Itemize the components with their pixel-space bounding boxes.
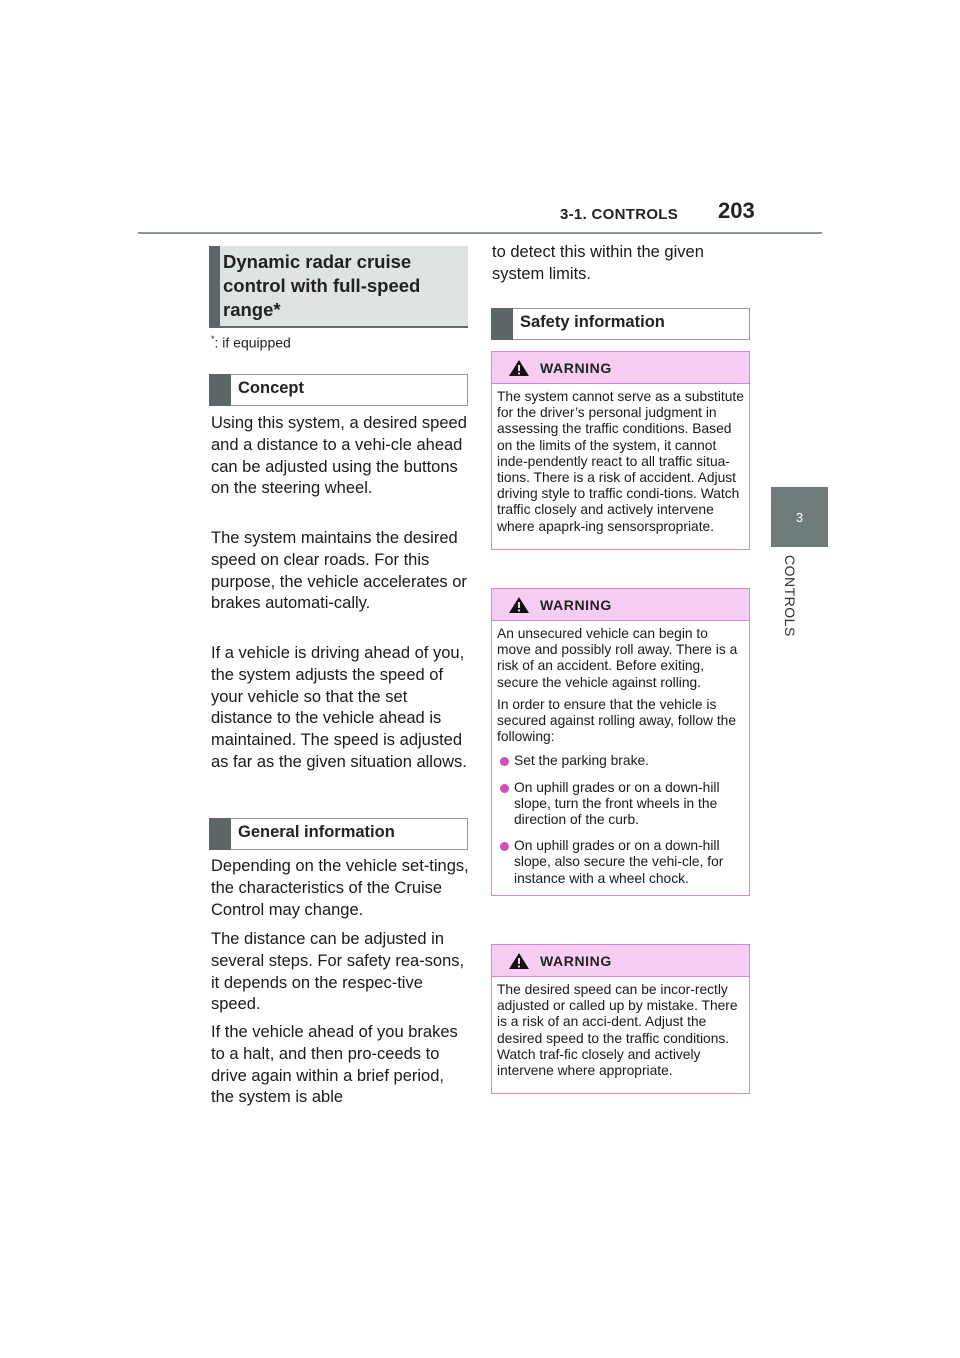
paragraph: The distance can be adjusted in several steps. For safety rea-sons, it depends on the respec-tive speed. xyxy=(211,930,465,1014)
warning-label: WARNING xyxy=(540,597,612,613)
warning-text: The system cannot serve as a substitute for the driver’s personal judgment in assessing the traffic conditions. Based on the limits of the system, it cannot inde-pendently react to all traffic situa-tions. There is a risk of accident. Adjust driving style to traffic condi-tions. Watch traffic closely and actively intervene where apaprk-ing sensorspropriate. xyxy=(497,389,744,534)
paragraph: If the vehicle ahead of you brakes to a halt, and then pro-ceeds to drive again within a brief period, the system is able xyxy=(211,1023,458,1107)
section-heading-text: General information xyxy=(238,823,395,841)
page-title: Dynamic radar cruise control with full-speed range* xyxy=(223,251,421,320)
list-item xyxy=(497,780,745,829)
warning-text: In order to ensure that the vehicle is secured against rolling away, follow the following: xyxy=(497,696,737,745)
chapter-tab xyxy=(771,487,828,547)
list-item xyxy=(497,753,745,769)
section-title: 3-1. CONTROLS xyxy=(560,206,679,223)
paragraph-continued: to detect this within the given system limits. xyxy=(492,243,704,283)
title-accent-bar xyxy=(209,246,220,326)
bullet-dot-icon xyxy=(500,757,509,766)
section-accent-bar xyxy=(209,818,231,850)
paragraph: If a vehicle is driving ahead of you, the system adjusts the speed of your vehicle so that the set distance to the vehicle ahead is maintained. The speed is adjusted as far as the given situation allows. xyxy=(211,644,467,771)
paragraph: Depending on the vehicle set-tings, the characteristics of the Cruise Control may change. xyxy=(211,857,469,919)
list-item-text: On uphill grades or on a down-hill slope, also secure the vehi-cle, for instance with a wheel chock. xyxy=(514,838,724,886)
chapter-label: CONTROLS xyxy=(782,555,798,637)
warning-text: The desired speed can be incor-rectly adjusted or called up by mistake. There is a risk of an acci-dent. Adjust the desired speed to the traffic conditions. Watch traf-fic closely and actively intervene where appropriate. xyxy=(497,982,738,1079)
warning-header xyxy=(492,945,749,977)
list-item-text: On uphill grades or on a down-hill slope, turn the front wheels in the direction of the curb. xyxy=(514,779,720,828)
warning-triangle-icon xyxy=(508,596,530,614)
footnote-text: : if equipped xyxy=(214,334,291,351)
footnote xyxy=(211,334,291,351)
bullet-dot-icon xyxy=(500,784,509,793)
footnote-mark: * xyxy=(211,334,215,344)
section-heading-general xyxy=(209,818,468,850)
list-item xyxy=(497,838,745,887)
section-accent-bar xyxy=(209,374,231,406)
warning-box-1 xyxy=(491,351,750,550)
section-heading-text: Safety information xyxy=(520,313,665,331)
paragraph: The system maintains the desired speed on clear roads. For this purpose, the vehicle accelerates or brakes automati-cally. xyxy=(211,529,467,613)
warning-label: WARNING xyxy=(540,953,612,969)
warning-triangle-icon xyxy=(508,952,530,970)
section-heading-concept xyxy=(209,374,468,406)
section-heading-safety xyxy=(491,308,750,340)
section-accent-bar xyxy=(491,308,513,340)
warning-box-3 xyxy=(491,944,750,1094)
page-number: 203 xyxy=(718,198,755,223)
section-heading-text: Concept xyxy=(238,379,304,397)
warning-triangle-icon xyxy=(508,359,530,377)
header-divider xyxy=(138,232,822,234)
list-item-text: Set the parking brake. xyxy=(514,753,649,769)
warning-label: WARNING xyxy=(540,360,612,376)
page-title-box xyxy=(209,246,468,328)
warning-box-2 xyxy=(491,588,750,896)
warning-body xyxy=(492,384,749,549)
warning-text: An unsecured vehicle can begin to move and possibly roll away. There is a risk of an accident. Before exiting, secure the vehicle against rolling. xyxy=(497,626,738,690)
paragraph: Using this system, a desired speed and a distance to a vehi-cle ahead can be adjusted using the buttons on the steering wheel. xyxy=(211,414,467,498)
warning-body xyxy=(492,621,749,895)
warning-header xyxy=(492,352,749,384)
bullet-dot-icon xyxy=(500,842,509,851)
warning-header xyxy=(492,589,749,621)
chapter-number: 3 xyxy=(795,509,804,525)
warning-body xyxy=(492,977,749,1093)
